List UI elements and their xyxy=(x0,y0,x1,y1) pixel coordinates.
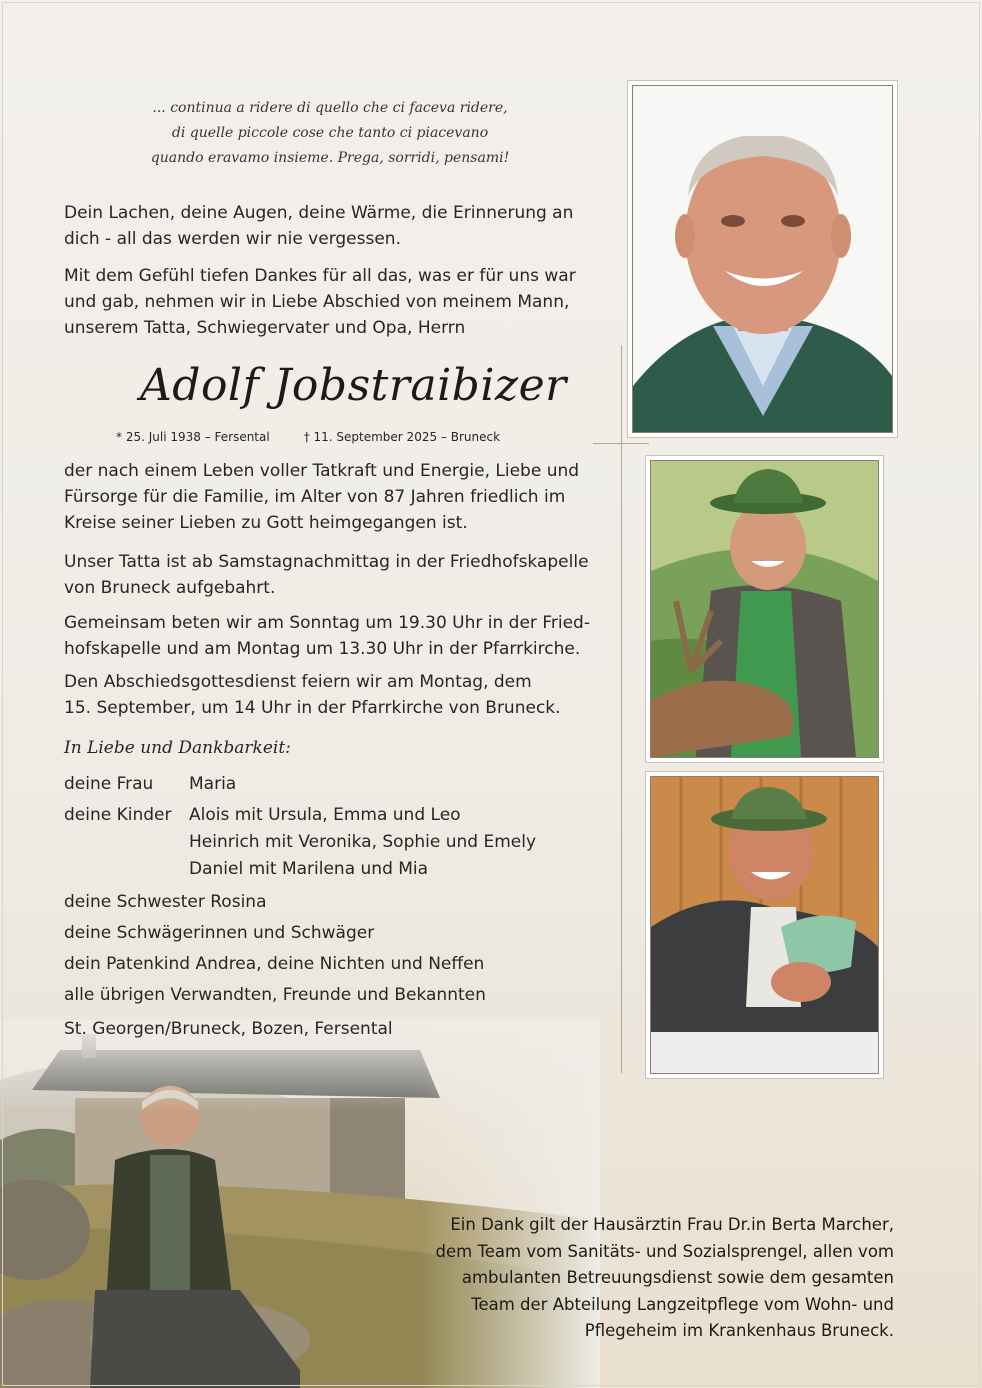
mourner-line: alle übrigen Verwandten, Freunde und Bekannten xyxy=(64,985,486,1005)
mourner-names: Heinrich mit Veronika, Sophie und Emely xyxy=(189,832,537,852)
mourner-line: dein Patenkind Andrea, deine Nichten und Neffen xyxy=(64,954,485,974)
text-line: dich - all das werden wir nie vergessen. xyxy=(64,229,401,249)
text-line: Den Abschiedsgottesdienst feiern wir am Montag, dem xyxy=(64,672,532,692)
thanks-line: Team der Abteilung Langzeitpflege vom Wohn- und xyxy=(471,1294,894,1314)
text-line: Fürsorge für die Familie, im Alter von 87 Jahren friedlich im xyxy=(64,487,566,507)
body-paragraph-2 xyxy=(64,549,600,601)
italian-quote xyxy=(100,96,560,171)
thanks-line: Pflegeheim im Krankenhaus Bruneck. xyxy=(584,1321,894,1340)
mourner-names: Daniel mit Marilena und Mia xyxy=(189,859,429,879)
deceased-name: Adolf Jobstraibizer xyxy=(140,360,567,411)
cross-vertical-line xyxy=(621,345,622,1073)
birth-date: * 25. Juli 1938 – Fersental xyxy=(116,430,270,444)
cards-photo xyxy=(650,776,879,1074)
text-line: und gab, nehmen wir in Liebe Abschied von meinem Mann, xyxy=(64,292,570,312)
relation-label: deine Frau xyxy=(64,774,154,794)
text-line: unserem Tatta, Schwiegervater und Opa, Herrn xyxy=(64,318,466,338)
mourner-line: deine Schwägerinnen und Schwäger xyxy=(64,923,375,943)
portrait-photo xyxy=(632,85,893,433)
quote-line: ... continua a ridere di quello che ci faceva ridere, xyxy=(152,100,508,116)
mourner-others xyxy=(64,887,486,1011)
quote-line: quando eravamo insieme. Prega, sorridi, pensami! xyxy=(150,150,510,166)
relation-label: deine Kinder xyxy=(64,805,172,825)
mourners-heading: In Liebe und Dankbarkeit: xyxy=(64,738,291,758)
life-dates xyxy=(116,430,534,444)
mourner-wife xyxy=(64,771,236,798)
mourner-line: deine Schwester Rosina xyxy=(64,892,267,912)
text-line: Mit dem Gefühl tiefen Dankes für all das, was er für uns war xyxy=(64,266,576,286)
death-date: † 11. September 2025 – Bruneck xyxy=(303,430,501,444)
deer-photo xyxy=(650,460,879,758)
quote-line: di quelle piccole cose che tanto ci piacevano xyxy=(171,125,489,141)
thanks-note xyxy=(374,1212,894,1345)
text-line: der nach einem Leben voller Tatkraft und Energie, Liebe und xyxy=(64,461,580,481)
intro-paragraph-1 xyxy=(64,200,600,252)
body-paragraph-3 xyxy=(64,610,600,662)
mourner-places: St. Georgen/Bruneck, Bozen, Fersental xyxy=(64,1019,393,1039)
text-line: Unser Tatta ist ab Samstagnachmittag in der Friedhofskapelle xyxy=(64,552,589,572)
intro-paragraph-2 xyxy=(64,263,600,341)
text-line: Kreise seiner Lieben zu Gott heimgegangen ist. xyxy=(64,513,468,533)
text-line: hofskapelle und am Montag um 13.30 Uhr in der Pfarrkirche. xyxy=(64,639,581,659)
thanks-line: Ein Dank gilt der Hausärztin Frau Dr.in Berta Marcher, xyxy=(450,1215,894,1234)
mourner-names: Maria xyxy=(189,774,237,794)
body-paragraph-1 xyxy=(64,458,600,536)
cross-horizontal-line xyxy=(593,443,649,444)
text-line: Gemeinsam beten wir am Sonntag um 19.30 Uhr in der Fried- xyxy=(64,613,590,633)
text-line: von Bruneck aufgebahrt. xyxy=(64,578,276,598)
mourner-names: Alois mit Ursula, Emma und Leo xyxy=(189,805,461,825)
mourner-children xyxy=(64,802,536,883)
body-paragraph-4 xyxy=(64,669,600,721)
text-line: Dein Lachen, deine Augen, deine Wärme, die Erinnerung an xyxy=(64,203,574,223)
thanks-line: ambulanten Betreuungsdienst sowie dem gesamten xyxy=(461,1268,894,1287)
thanks-line: dem Team vom Sanitäts- und Sozialsprengel, allen vom xyxy=(435,1241,894,1261)
text-line: 15. September, um 14 Uhr in der Pfarrkirche von Bruneck. xyxy=(64,698,561,718)
